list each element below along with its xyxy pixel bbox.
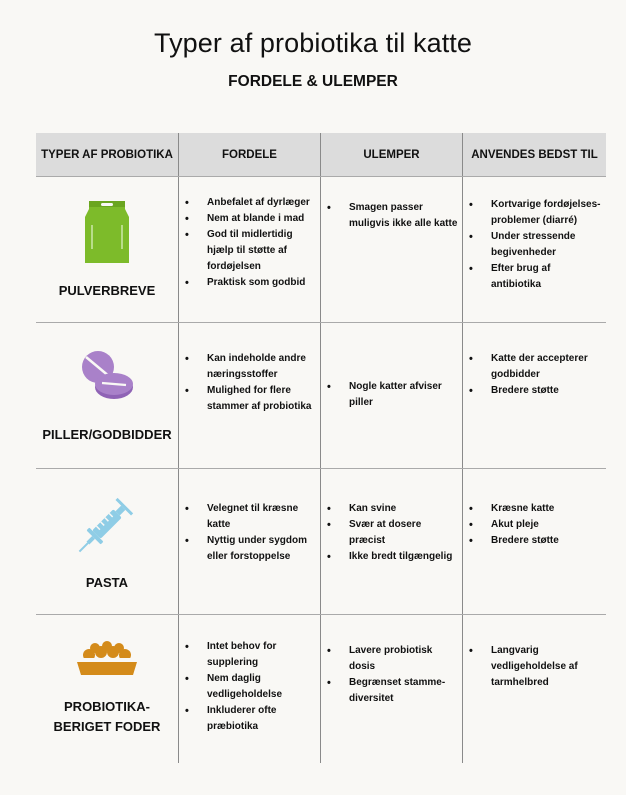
pros-cell bbox=[178, 469, 320, 614]
list-item: • Bredere støtte bbox=[463, 533, 606, 549]
list-item: • Under stressende begivenheder bbox=[463, 229, 606, 261]
bullet-list bbox=[463, 501, 606, 549]
probiotics-table bbox=[36, 133, 606, 763]
header-cons: ULEMPER bbox=[320, 133, 462, 176]
best-cell bbox=[462, 469, 606, 614]
list-item: • Kræsne katte bbox=[463, 501, 606, 517]
list-item: • Inkluderer ofte præbiotika bbox=[179, 703, 320, 735]
pill-icon bbox=[78, 347, 136, 405]
bullet-list bbox=[463, 351, 606, 399]
list-item: • Mulighed for flere stammer af probiotika bbox=[179, 383, 320, 415]
list-item: • God til midlertidig hjælp til støtte af fordøjelsen bbox=[179, 227, 320, 275]
bullet-list bbox=[463, 643, 606, 691]
type-label: PASTA bbox=[85, 574, 129, 590]
list-item: • Ikke bredt tilgængelig bbox=[321, 549, 462, 565]
page-title: Typer af probiotika til katte bbox=[153, 28, 473, 58]
best-cell bbox=[462, 323, 606, 468]
list-item: • Nem at blande i mad bbox=[179, 211, 320, 227]
list-item: • Nyttig under sygdom eller forstoppelse bbox=[179, 533, 320, 565]
bullet-list bbox=[321, 379, 462, 411]
pros-cell bbox=[178, 177, 320, 322]
bullet-list bbox=[179, 639, 320, 735]
type-label bbox=[54, 697, 161, 737]
list-item: • Bredere støtte bbox=[463, 383, 606, 399]
syringe-icon bbox=[74, 491, 140, 557]
list-item: • Lavere probiotisk dosis bbox=[321, 643, 462, 675]
pros-cell bbox=[178, 323, 320, 468]
list-item: • Smagen passer muligvis ikke alle katte bbox=[321, 200, 462, 232]
bullet-list bbox=[179, 501, 320, 565]
header-best: ANVENDES BEDST TIL bbox=[462, 133, 606, 176]
powder-sachet-icon bbox=[81, 199, 133, 267]
list-item: • Akut pleje bbox=[463, 517, 606, 533]
table-row bbox=[36, 322, 606, 468]
cons-cell bbox=[320, 615, 462, 763]
list-item: • Begrænset stamme-diversitet bbox=[321, 675, 462, 707]
type-label-line: BERIGET FODER bbox=[53, 719, 161, 734]
header-type: TYPER AF PROBIOTIKA bbox=[41, 148, 173, 161]
bullet-list bbox=[179, 195, 320, 291]
list-item: • Praktisk som godbid bbox=[179, 275, 320, 291]
list-item: • Svær at dosere præcist bbox=[321, 517, 462, 549]
bullet-list bbox=[321, 501, 462, 565]
pros-cell bbox=[178, 615, 320, 763]
table-row bbox=[36, 176, 606, 322]
type-cell bbox=[36, 469, 178, 614]
food-bowl-icon bbox=[75, 641, 139, 677]
list-item: • Anbefalet af dyrlæger bbox=[179, 195, 320, 211]
type-label-line: PROBIOTIKA- bbox=[64, 699, 150, 714]
type-label: PULVERBREVE bbox=[58, 282, 156, 298]
type-cell bbox=[36, 615, 178, 763]
list-item: • Nogle katter afviser piller bbox=[321, 379, 462, 411]
type-cell bbox=[36, 323, 178, 468]
list-item: • Nem daglig vedligeholdelse bbox=[179, 671, 320, 703]
list-item: • Kan svine bbox=[321, 501, 462, 517]
best-cell bbox=[462, 177, 606, 322]
bullet-list bbox=[179, 351, 320, 415]
best-cell bbox=[462, 615, 606, 763]
table-row bbox=[36, 468, 606, 614]
list-item: • Velegnet til kræsne katte bbox=[179, 501, 320, 533]
table-header bbox=[36, 133, 606, 176]
bullet-list bbox=[321, 643, 462, 707]
list-item: • Kortvarige fordøjelses-problemer (diarré) bbox=[463, 197, 606, 229]
page-subtitle: FORDELE & ULEMPER bbox=[228, 73, 398, 90]
list-item: • Kan indeholde andre næringsstoffer bbox=[179, 351, 320, 383]
list-item: • Langvarig vedligeholdelse af tarmhelbred bbox=[463, 643, 606, 691]
bullet-list bbox=[321, 200, 462, 232]
list-item: • Katte der accepterer godbidder bbox=[463, 351, 606, 383]
bullet-list bbox=[463, 197, 606, 293]
list-item: • Intet behov for supplering bbox=[179, 639, 320, 671]
cons-cell bbox=[320, 323, 462, 468]
cons-cell bbox=[320, 469, 462, 614]
cons-cell bbox=[320, 177, 462, 322]
header-pros: FORDELE bbox=[178, 133, 320, 176]
list-item: • Efter brug af antibiotika bbox=[463, 261, 606, 293]
type-cell bbox=[36, 177, 178, 322]
type-label: PILLER/GODBIDDER bbox=[42, 426, 172, 442]
table-row bbox=[36, 614, 606, 763]
